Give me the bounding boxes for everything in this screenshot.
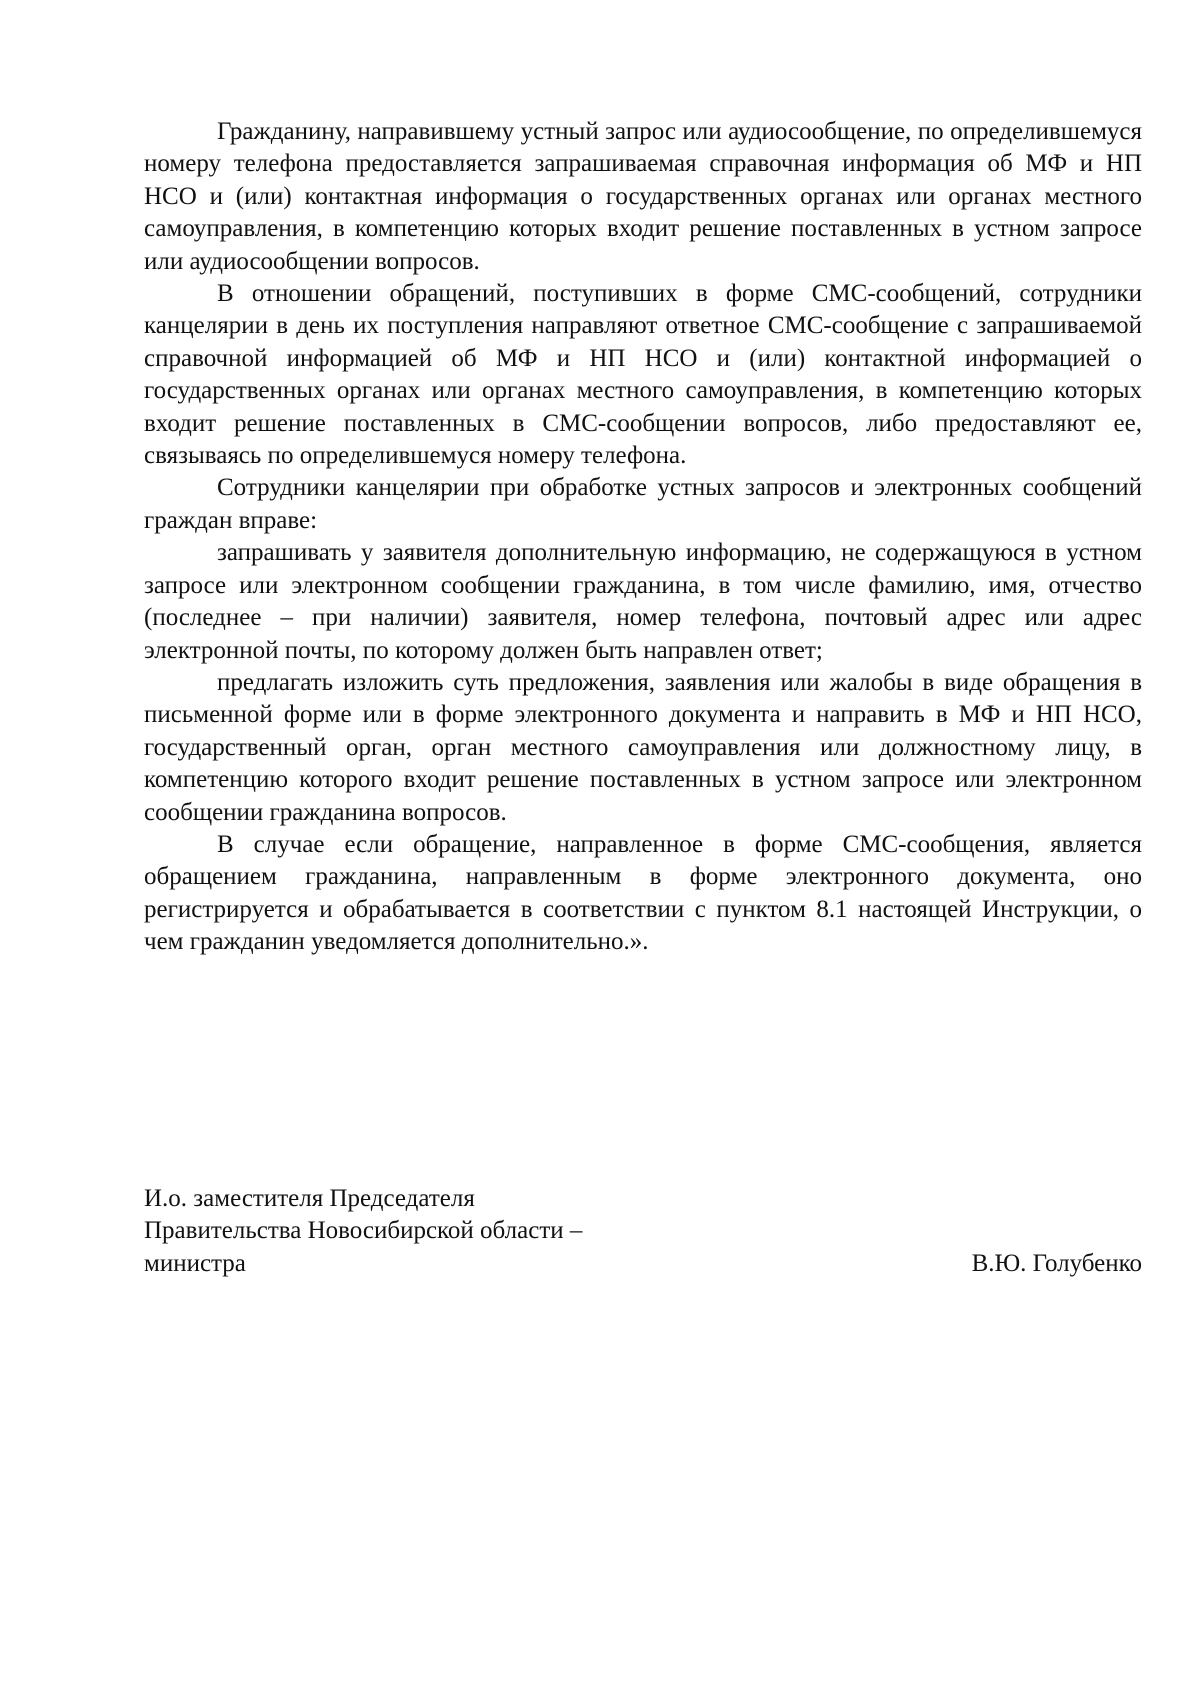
paragraph-oral-request: Гражданину, направившему устный запрос или аудиосообщение, по определившемуся номеру телефона предоставляется запрашиваемая справочная информация об МФ и НП НСО и (или) контактная информация о государственных органах или органах местного самоуправления, в компетенцию которых входит решение поставленных в устном запросе или аудиосообщении вопросов. [144,118,1142,275]
paragraph-propose-written: предлагать изложить суть предложения, заявления или жалобы в виде обращения в письменной форме или в форме электронного документа и направить в МФ и НП НСО, государственный орган, орган местного самоуправления или должностному лицу, в компетенцию которого входит решение поставленных в устном запросе или электронном сообщении гражданина вопросов. [144,668,1142,826]
paragraph-sms-registration: В случае если обращение, направленное в форме СМС-сообщения, является обращением гражданина, направленным в форме электронного документа, оно регистрируется и обрабатывается в соответствии с пунктом 8.1 настоящей Инструкции, о чем гражданин уведомляется дополнительно.». [144,830,1142,956]
paragraph-staff-rights: Сотрудники канцелярии при обработке устных запросов и электронных сообщений граждан вправе: [144,474,1142,534]
signature-position-line-1: И.о. заместителя Председателя [144,1185,475,1212]
paragraph-sms-requests: В отношении обращений, поступивших в форме СМС-сообщений, сотрудники канцелярии в день их поступления направляют ответное СМС-сообщение с запрашиваемой справочной информацией об МФ и НП НСО и (или) контактной информацией о государственных органах или органах местного самоуправления, в компетенцию которых входит решение поставленных в СМС-сообщении вопросов, либо предоставляют ее, связываясь по определившемуся номеру телефона. [144,280,1142,470]
signatory-name: В.Ю. Голубенко [971,1249,1142,1277]
signature-position-line-3: министра [144,1249,246,1277]
document-body [144,116,1142,959]
signature-position-line-2: Правительства Новосибирской области – [144,1217,583,1245]
signature-last-line [144,1248,1142,1280]
paragraph-request-info: запрашивать у заявителя дополнительную информацию, не содержащуюся в устном запросе или электронном сообщении гражданина, в том числе фамилию, имя, отчество (последнее – при наличии) заявителя, номер телефона, почтовый адрес или адрес электронной почты, по которому должен быть направлен ответ; [144,539,1142,664]
signature-block [144,1183,1142,1280]
